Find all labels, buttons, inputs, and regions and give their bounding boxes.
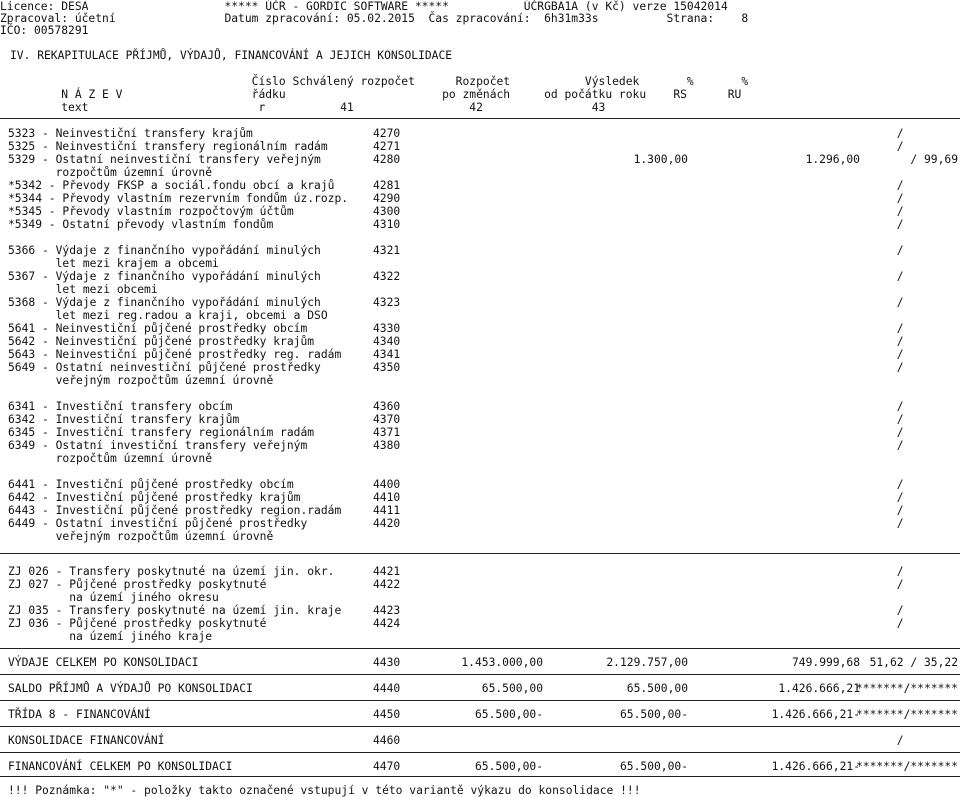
row-name: 5649 - Ostatní neinvestiční půjčené prostředky: [8, 361, 321, 374]
total-c1: 65.500,00: [481, 682, 543, 695]
row-name: 5325 - Neinvestiční transfery regionálním radám: [8, 140, 328, 153]
total-c1: 65.500,00-: [474, 760, 543, 773]
zj-row-pct: /: [896, 604, 958, 617]
row-name: 5367 - Výdaje z finančního vypořádání minulých: [8, 270, 321, 283]
row-code: 4323: [373, 296, 401, 309]
total-divider: [0, 726, 960, 727]
report-header-line-2: Zpracoval: účetní Datum zpracování: 05.02.2015 Čas zpracování: 6h31m33s Strana: 8: [0, 12, 749, 25]
row-pct: /: [896, 439, 958, 452]
zj-row-name: ZJ 026 - Transfery poskytnuté na území jin. okr.: [8, 565, 335, 578]
row-name: 6443 - Investiční půjčené prostředky region.radám: [8, 504, 342, 517]
row-code: 4411: [373, 504, 401, 517]
report-header-ico: IČO: 00578291: [0, 24, 89, 37]
total-c1: 1.453.000,00: [461, 656, 543, 669]
column-header-row-2: N Á Z E V řádku po změnách od počátku roku RS RU: [0, 88, 742, 101]
row-name: 6441 - Investiční půjčené prostředky obcím: [8, 478, 294, 491]
row-name: 5641 - Neinvestiční půjčené prostředky obcím: [8, 322, 308, 335]
row-pct: /: [896, 517, 958, 530]
total-c2: 65.500,00-: [619, 760, 688, 773]
row-pct: /: [896, 322, 958, 335]
zj-row-code: 4423: [373, 604, 401, 617]
row-name: let mezi reg.radou a kraji, obcemi a DSO: [8, 309, 328, 322]
footer-divider: [0, 776, 960, 777]
footer-note: !!! Poznámka: "*" - položky takto označené vstupují v této variantě výkazu do konsolidace !!!: [8, 784, 641, 797]
row-pct: /: [896, 348, 958, 361]
row-code: 4322: [373, 270, 401, 283]
zj-row-pct: /: [896, 565, 958, 578]
total-c3: 749.999,68: [791, 656, 860, 669]
report-header-line-1: Licence: DESA ***** ÚČR - GORDIC SOFTWARE ***** ÚČRGBA1A (v Kč) verze 15042014: [0, 0, 728, 13]
row-code: 4400: [373, 478, 401, 491]
row-c3: 1.296,00: [805, 153, 860, 166]
row-code: 4280: [373, 153, 401, 166]
total-c3: 1.426.666,21: [778, 682, 860, 695]
row-pct: /: [896, 296, 958, 309]
total-code: 4470: [373, 760, 401, 773]
total-pct: 51,62 / 35,22: [869, 656, 958, 669]
row-code: 4420: [373, 517, 401, 530]
row-code: 4370: [373, 413, 401, 426]
row-pct: /: [896, 244, 958, 257]
row-code: 4371: [373, 426, 401, 439]
row-pct: /: [896, 413, 958, 426]
row-name: veřejným rozpočtům územní úrovně: [8, 374, 274, 387]
row-name: 6449 - Ostatní investiční půjčené prostředky: [8, 517, 308, 530]
total-pct: *******/*******: [855, 760, 958, 773]
row-pct: /: [896, 361, 958, 374]
row-name: 6345 - Investiční transfery regionálním radám: [8, 426, 315, 439]
row-pct: /: [896, 179, 958, 192]
total-code: 4430: [373, 656, 401, 669]
row-name: rozpočtům územní úrovně: [8, 452, 213, 465]
row-code: 4271: [373, 140, 401, 153]
row-name: 5329 - Ostatní neinvestiční transfery veřejným: [8, 153, 321, 166]
row-code: 4350: [373, 361, 401, 374]
row-name: 5323 - Neinvestiční transfery krajům: [8, 127, 253, 140]
total-code: 4460: [373, 734, 401, 747]
row-name: *5344 - Převody vlastním rezervním fondům úz.rozp.: [8, 192, 349, 205]
total-pct: *******/*******: [855, 682, 958, 695]
row-name: 5368 - Výdaje z finančního vypořádání minulých: [8, 296, 321, 309]
row-name: *5342 - Převody FKSP a sociál.fondu obcí a krajů: [8, 179, 335, 192]
row-code: 4410: [373, 491, 401, 504]
row-code: 4281: [373, 179, 401, 192]
row-c2: 1.300,00: [633, 153, 688, 166]
zj-row-name: ZJ 027 - Půjčené prostředky poskytnuté: [8, 578, 267, 591]
total-c2: 65.500,00: [626, 682, 688, 695]
column-header-row-3: text r 41 42 43: [0, 101, 606, 114]
total-c1: 65.500,00-: [474, 708, 543, 721]
row-pct: / 99,69: [910, 153, 958, 166]
row-code: 4380: [373, 439, 401, 452]
total-divider: [0, 674, 960, 675]
row-code: 4330: [373, 322, 401, 335]
row-code: 4270: [373, 127, 401, 140]
row-name: let mezi obcemi: [8, 283, 158, 296]
row-name: *5345 - Převody vlastním rozpočtovým účtům: [8, 205, 294, 218]
zj-row-name: ZJ 036 - Půjčené prostředky poskytnuté: [8, 617, 267, 630]
total-c2: 2.129.757,00: [606, 656, 688, 669]
zj-row-code: 4421: [373, 565, 401, 578]
row-pct: /: [896, 270, 958, 283]
row-pct: /: [896, 140, 958, 153]
section-title: IV. REKAPITULACE PŘÍJMŮ, VÝDAJŮ, FINANCOVÁNÍ A JEJICH KONSOLIDACE: [10, 49, 453, 62]
row-name: 5643 - Neinvestiční půjčené prostředky reg. radám: [8, 348, 342, 361]
row-code: 4300: [373, 205, 401, 218]
row-pct: /: [896, 400, 958, 413]
row-pct: /: [896, 426, 958, 439]
zj-row-pct: /: [896, 617, 958, 630]
row-name: *5349 - Ostatní převody vlastním fondům: [8, 218, 274, 231]
row-name: 6342 - Investiční transfery krajům: [8, 413, 240, 426]
row-code: 4310: [373, 218, 401, 231]
zj-row-code: 4424: [373, 617, 401, 630]
row-name: let mezi krajem a obcemi: [8, 257, 219, 270]
row-name: 6341 - Investiční transfery obcím: [8, 400, 233, 413]
total-name: VÝDAJE CELKEM PO KONSOLIDACI: [8, 656, 199, 669]
row-name: rozpočtům územní úrovně: [8, 166, 213, 179]
total-c2: 65.500,00-: [619, 708, 688, 721]
zj-divider: [0, 553, 960, 554]
header-divider: [0, 118, 960, 119]
row-name: veřejným rozpočtům územní úrovně: [8, 530, 274, 543]
row-name: 6349 - Ostatní investiční transfery veřejným: [8, 439, 308, 452]
row-pct: /: [896, 127, 958, 140]
total-pct: *******/*******: [855, 708, 958, 721]
row-name: 6442 - Investiční půjčené prostředky krajům: [8, 491, 301, 504]
total-c3: 1.426.666,21-: [771, 708, 860, 721]
row-pct: /: [896, 504, 958, 517]
total-code: 4440: [373, 682, 401, 695]
row-pct: /: [896, 205, 958, 218]
total-name: SALDO PŘÍJMŮ A VÝDAJŮ PO KONSOLIDACI: [8, 682, 253, 695]
row-code: 4341: [373, 348, 401, 361]
row-code: 4321: [373, 244, 401, 257]
zj-row-name: ZJ 035 - Transfery poskytnuté na území jin. kraje: [8, 604, 342, 617]
total-pct: /: [896, 734, 958, 747]
row-name: 5642 - Neinvestiční půjčené prostředky krajům: [8, 335, 315, 348]
row-name: 5366 - Výdaje z finančního vypořádání minulých: [8, 244, 321, 257]
zj-row-name: na území jiného okresu: [8, 591, 219, 604]
column-header-row-1: Číslo Schválený rozpočet Rozpočet Výsledek % %: [0, 75, 749, 88]
row-code: 4360: [373, 400, 401, 413]
total-name: FINANCOVÁNÍ CELKEM PO KONSOLIDACI: [8, 760, 233, 773]
row-pct: /: [896, 192, 958, 205]
total-name: TŘÍDA 8 - FINANCOVÁNÍ: [8, 708, 151, 721]
row-pct: /: [896, 218, 958, 231]
total-name: KONSOLIDACE FINANCOVÁNÍ: [8, 734, 165, 747]
zj-row-code: 4422: [373, 578, 401, 591]
row-pct: /: [896, 478, 958, 491]
total-divider: [0, 648, 960, 649]
row-code: 4290: [373, 192, 401, 205]
total-c3: 1.426.666,21-: [771, 760, 860, 773]
total-divider: [0, 700, 960, 701]
total-code: 4450: [373, 708, 401, 721]
total-divider: [0, 752, 960, 753]
row-pct: /: [896, 491, 958, 504]
zj-row-pct: /: [896, 578, 958, 591]
row-code: 4340: [373, 335, 401, 348]
row-pct: /: [896, 335, 958, 348]
zj-row-name: na území jiného kraje: [8, 630, 213, 643]
